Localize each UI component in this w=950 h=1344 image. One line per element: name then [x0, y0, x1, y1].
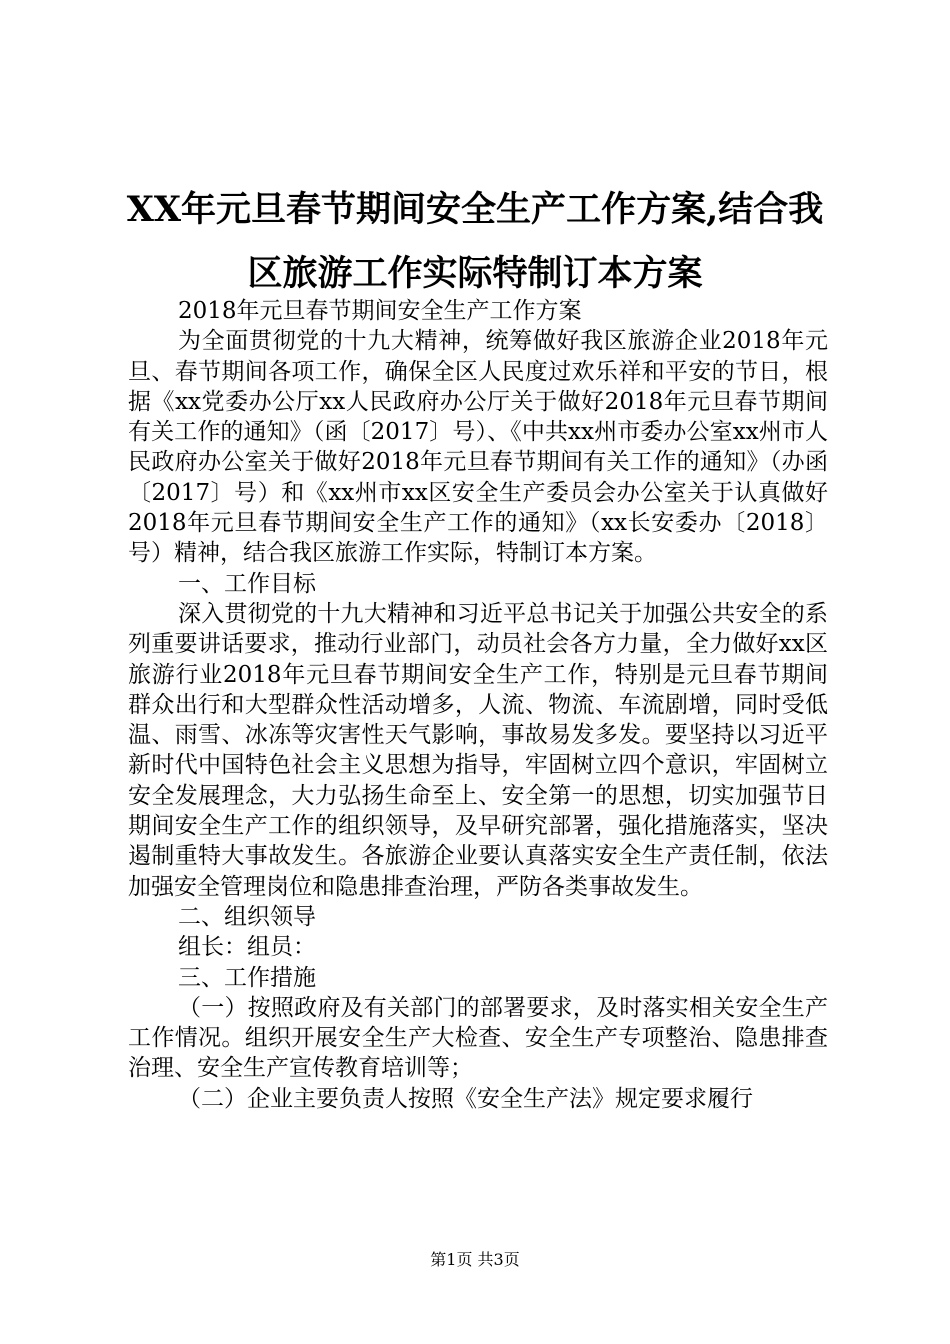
document-title — [110, 178, 840, 306]
goals-paragraph: 深入贯彻党的十九大精神和习近平总书记关于加强公共安全的系列重要讲话要求，推动行业部门，动员社会各方力量，全力做好xx区旅游行业2018年元旦春节期间安全生产工作，特别是元旦春节期间群众出行和大型群众性活动增多，人流、物流、车流剧增，同时受低温、雨雪、冰冻等灾害性天气影响，事故易发多发。要坚持以习近平新时代中国特色社会主义思想为指导，牢固树立四个意识，牢固树立安全发展理念，大力弘扬生命至上、安全第一的思想，切实加强节日期间安全生产工作的组织领导，及早研究部署，强化措施落实，坚决遏制重特大事故发生。各旅游企业要认真落实安全生产责任制，依法加强安全管理岗位和隐患排查治理，严防各类事故发生。 — [128, 600, 828, 900]
title-line-2: 区旅游工作实际特制订本方案 — [247, 253, 703, 294]
page-footer: 第1页 共3页 — [430, 1250, 520, 1269]
document-body — [128, 296, 828, 1114]
measure-item-2: （二）企业主要负责人按照《安全生产法》规定要求履行 — [178, 1085, 753, 1112]
plan-subtitle: 2018年元旦春节期间安全生产工作方案 — [178, 298, 582, 324]
section-heading-organization: 二、组织领导 — [178, 903, 316, 930]
organization-members: 组长：组员： — [178, 934, 316, 961]
intro-paragraph: 为全面贯彻党的十九大精神，统筹做好我区旅游企业2018年元旦、春节期间各项工作，确保全区人民度过欢乐祥和平安的节日，根据《xx党委办公厅xx人民政府办公厅关于做好2018年元旦春节期间有关工作的通知》（函〔2017〕号）、《中共xx州市委办公室xx州市人民政府办公室关于做好2018年元旦春节期间有关工作的通知》（办函〔2017〕号）和《xx州市xx区安全生产委员会办公室关于认真做好2018年元旦春节期间安全生产工作的通知》（xx长安委办〔2018〕号）精神，结合我区旅游工作实际，特制订本方案。 — [128, 328, 828, 567]
title-line-1: XX年元旦春节期间安全生产工作方案,结合我 — [126, 189, 824, 230]
measure-item-1: （一）按照政府及有关部门的部署要求，及时落实相关安全生产工作情况。组织开展安全生产大检查、安全生产专项整治、隐患排查治理、安全生产宣传教育培训等； — [128, 994, 828, 1082]
section-heading-measures: 三、工作措施 — [178, 964, 316, 991]
section-heading-goals: 一、工作目标 — [178, 570, 316, 597]
